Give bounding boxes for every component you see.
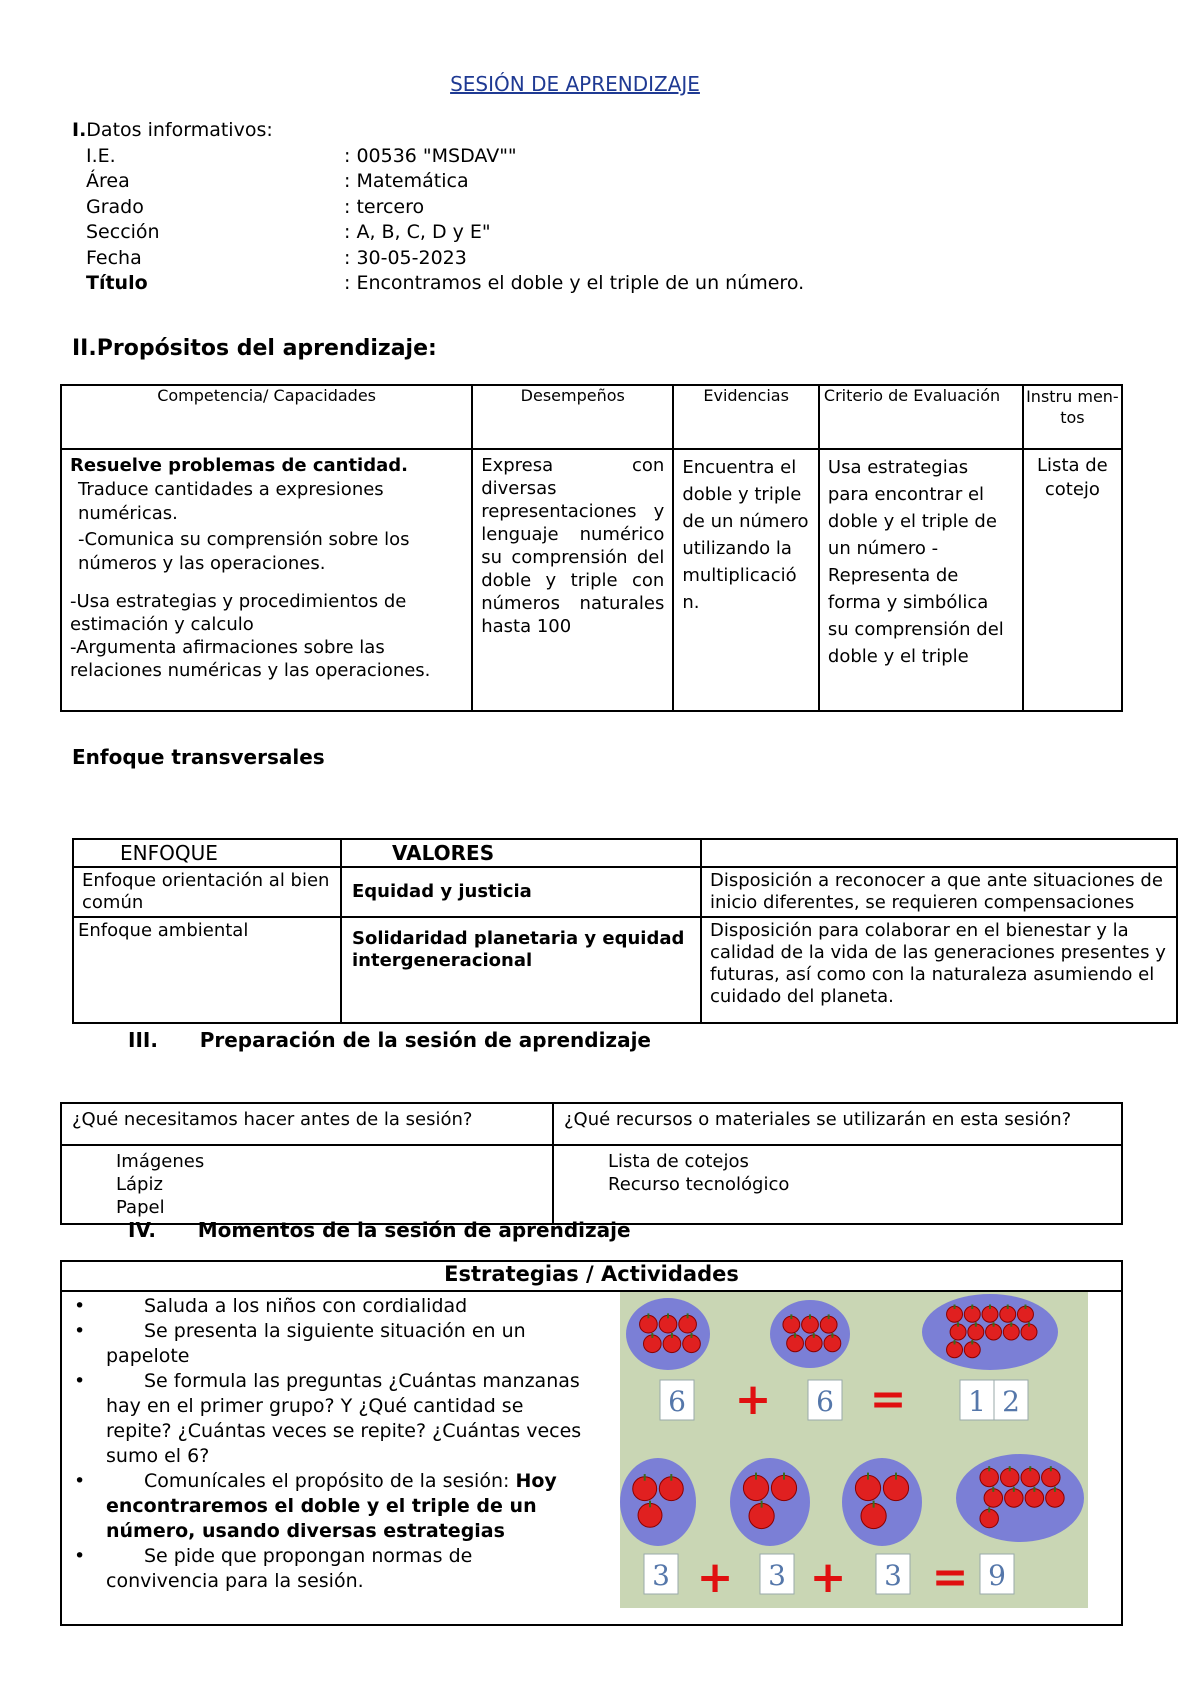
list-item [62, 1294, 582, 1319]
plus-sign: + [734, 1374, 772, 1425]
number-label: 2 [1002, 1385, 1020, 1418]
apple-stem [1024, 1305, 1026, 1309]
activity-text: Se pide que propongan normas de convivencia para la sesión. [106, 1545, 473, 1592]
apple-stem [1010, 1322, 1012, 1326]
apple-stem [1013, 1487, 1015, 1492]
number-label: 6 [668, 1385, 686, 1418]
antes-item: Papel [116, 1197, 165, 1218]
apple-stem [1050, 1466, 1052, 1471]
apple-stem [975, 1322, 977, 1326]
enfoque-name: Enfoque ambiental [73, 917, 341, 1023]
info-label: Sección [86, 221, 160, 243]
info-label: Área [86, 170, 130, 192]
apple-stem [809, 1314, 811, 1319]
apple-stem [670, 1474, 672, 1481]
bullet: • [74, 1545, 86, 1567]
activity-text: Se formula las preguntas ¿Cuántas manzanas hay en el primer grupo? Y ¿Qué cantidad se repite? ¿Cuántas veces se repite? ¿Cuántas veces sumo el 6? [106, 1370, 582, 1467]
apple-stem [831, 1333, 833, 1338]
info-value: : Matemática [344, 170, 469, 192]
purpose-lead: Comunícales el propósito de la sesión: [144, 1470, 516, 1492]
criterio-cell [819, 449, 1023, 711]
antes-header: ¿Qué necesitamos hacer antes de la sesión? [61, 1103, 553, 1145]
number-label: 3 [652, 1559, 670, 1592]
enfoque-table [72, 838, 1178, 1024]
apple-stem [651, 1333, 653, 1338]
apple-stem [954, 1305, 956, 1309]
col-header: Desempeños [472, 385, 673, 449]
apple-stem [790, 1314, 792, 1319]
apple-stem [971, 1340, 973, 1344]
info-label: Grado [86, 195, 144, 218]
info-row-titulo [72, 271, 972, 297]
propositos-heading: II.Propósitos del aprendizaje: [72, 336, 437, 361]
apple-stem [1054, 1487, 1056, 1492]
competencia-cell [61, 449, 472, 711]
apple-stem [813, 1333, 815, 1338]
desempeno-cell [472, 449, 673, 711]
info-value: : 00536 "MSDAV"" [344, 144, 517, 167]
apple-stem [993, 1322, 995, 1326]
apple-stem [671, 1333, 673, 1338]
plate-shape [770, 1300, 850, 1368]
equals-sign: = [931, 1552, 969, 1603]
info-label: Título [86, 272, 148, 294]
apple-stem [644, 1474, 646, 1481]
estrategias-header: Estrategias / Actividades [62, 1262, 1121, 1292]
valor-name: Solidaridad planetaria y equidad intergeneracional [341, 917, 701, 1023]
info-value: : 30-05-2023 [344, 246, 467, 269]
info-label: I.E. [86, 144, 116, 167]
activity-text: Se presenta la siguiente situación en un papelote [106, 1320, 526, 1367]
activities-list [62, 1294, 582, 1594]
capacidad-item: -Argumenta afirmaciones sobre las relaciones numéricas y las operaciones. [70, 637, 431, 681]
antes-item: Imágenes [116, 1151, 205, 1172]
propositos-table [60, 384, 1123, 712]
plate-shape [842, 1458, 922, 1546]
bullet: • [74, 1295, 86, 1317]
enfoque-name: Enfoque orientación al bien común [73, 867, 341, 917]
apple-stem [794, 1333, 796, 1338]
info-value: : Encontramos el doble y el triple de un número. [344, 272, 805, 294]
apple-stem [783, 1473, 785, 1480]
preparacion-heading: III. Preparación de la sesión de aprendizaje [128, 1028, 651, 1052]
list-item [62, 1544, 582, 1594]
apple-stem [649, 1501, 651, 1508]
datos-heading: Datos informativos: [86, 119, 273, 141]
apple-stem [988, 1507, 990, 1512]
antes-list [61, 1145, 553, 1224]
desempeno-text: Expresa con diversas representaciones y lenguaje numérico su comprensión del doble y triple con números naturales hasta 100 [481, 455, 665, 637]
col-header: Criterio de Evaluación [819, 385, 1023, 449]
plus-sign: + [809, 1552, 847, 1603]
section-number: I. [72, 119, 87, 141]
number-label: 1 [968, 1385, 986, 1418]
apple-stem [828, 1314, 830, 1319]
plate-shape [626, 1298, 710, 1370]
number-label: 9 [988, 1559, 1006, 1592]
col-header: Instru men- tos [1023, 385, 1122, 449]
apple-stem [1028, 1322, 1030, 1326]
enfoque-heading: Enfoque transversales [72, 745, 325, 769]
apple-stem [1033, 1487, 1035, 1492]
apple-stem [989, 1305, 991, 1309]
enfoque-desc: Disposición a reconocer a que ante situaciones de inicio diferentes, se requieren compensaciones [701, 867, 1177, 917]
capacidad-item: -Usa estrategias y procedimientos de estimación y calculo [70, 591, 407, 635]
info-value: : A, B, C, D y E" [344, 221, 491, 243]
recursos-list [553, 1145, 1122, 1224]
apple-stem [895, 1473, 897, 1480]
info-row-seccion [72, 220, 972, 246]
number-label: 6 [816, 1385, 834, 1418]
list-item [62, 1319, 582, 1369]
capacidad-item: Traduce cantidades a expresiones numéricas. [78, 479, 384, 524]
list-item [62, 1369, 582, 1469]
apple-stem [1007, 1305, 1009, 1309]
equals-sign: = [869, 1374, 907, 1425]
activities-column [62, 1292, 582, 1594]
list-item [62, 1469, 582, 1544]
competencia-title: Resuelve problemas de cantidad. [70, 455, 408, 476]
bullet: • [74, 1320, 86, 1342]
apple-stem [867, 1473, 869, 1480]
apple-stem [1029, 1466, 1031, 1471]
bullet: • [74, 1370, 86, 1392]
apple-stem [761, 1501, 763, 1508]
apples-illustration [620, 1292, 1088, 1608]
enfoque-desc: Disposición para colaborar en el bienestar y la calidad de la vida de las generaciones presentes y futuras, así como con la naturaleza asumiendo el cuidado del planeta. [701, 917, 1177, 1023]
apple-stem [687, 1313, 689, 1318]
recursos-item: Recurso tecnológico [608, 1174, 790, 1195]
apple-stem [755, 1473, 757, 1480]
apple-stem [873, 1501, 875, 1508]
number-label: 3 [884, 1559, 902, 1592]
info-label: Fecha [86, 246, 142, 269]
info-row-fecha [72, 246, 972, 272]
plate-shape [730, 1458, 810, 1546]
col-header: Competencia/ Capacidades [61, 385, 472, 449]
document-title: SESIÓN DE APRENDIZAJE [450, 72, 700, 96]
criterio-text: Usa estrategias para encontrar el doble y el triple de un número -Representa de forma y simbólica su comprensión del doble y el triple [827, 457, 1004, 667]
activity-text: Saluda a los niños con cordialidad [144, 1295, 468, 1317]
apple-stem [667, 1313, 669, 1318]
apple-stem [957, 1322, 959, 1326]
datos-heading-row [72, 118, 972, 144]
instrumento-cell [1023, 449, 1122, 711]
valores-header: VALORES [341, 839, 701, 867]
info-row-area [72, 169, 972, 195]
info-value: : tercero [344, 195, 425, 218]
info-row-ie [72, 144, 972, 170]
apple-stem [992, 1487, 994, 1492]
apple-stem [647, 1313, 649, 1318]
number-label: 3 [768, 1559, 786, 1592]
apple-stem [954, 1340, 956, 1344]
evidencia-text: Encuentra el doble y triple de un número utilizando la multiplicació n. [682, 457, 809, 613]
apple-stem [988, 1466, 990, 1471]
plus-sign: + [696, 1552, 734, 1603]
preparacion-table [60, 1102, 1123, 1225]
momentos-heading: IV. Momentos de la sesión de aprendizaje [128, 1218, 631, 1242]
apple-stem [1009, 1466, 1011, 1471]
antes-item: Lápiz [116, 1174, 163, 1195]
instrumento-text: Lista de cotejo [1037, 455, 1108, 500]
datos-informativos [72, 118, 972, 297]
enfoque-header: ENFOQUE [73, 839, 341, 867]
info-row-grado [72, 195, 972, 221]
bullet: • [74, 1470, 86, 1492]
apple-stem [691, 1333, 693, 1338]
apple-stem [971, 1305, 973, 1309]
capacidad-item: -Comunica su comprensión sobre los números y las operaciones. [78, 529, 410, 574]
blank-header [701, 839, 1177, 867]
recursos-item: Lista de cotejos [608, 1151, 749, 1172]
plate-shape [620, 1458, 696, 1546]
purpose-text: Hoy encontraremos el doble y el triple de un número, usando diversas estrategias [106, 1470, 557, 1542]
evidencia-cell [673, 449, 819, 711]
recursos-header: ¿Qué recursos o materiales se utilizarán en esta sesión? [553, 1103, 1122, 1145]
apples-svg [620, 1292, 1088, 1608]
col-header: Evidencias [673, 385, 819, 449]
valor-name: Equidad y justicia [341, 867, 701, 917]
